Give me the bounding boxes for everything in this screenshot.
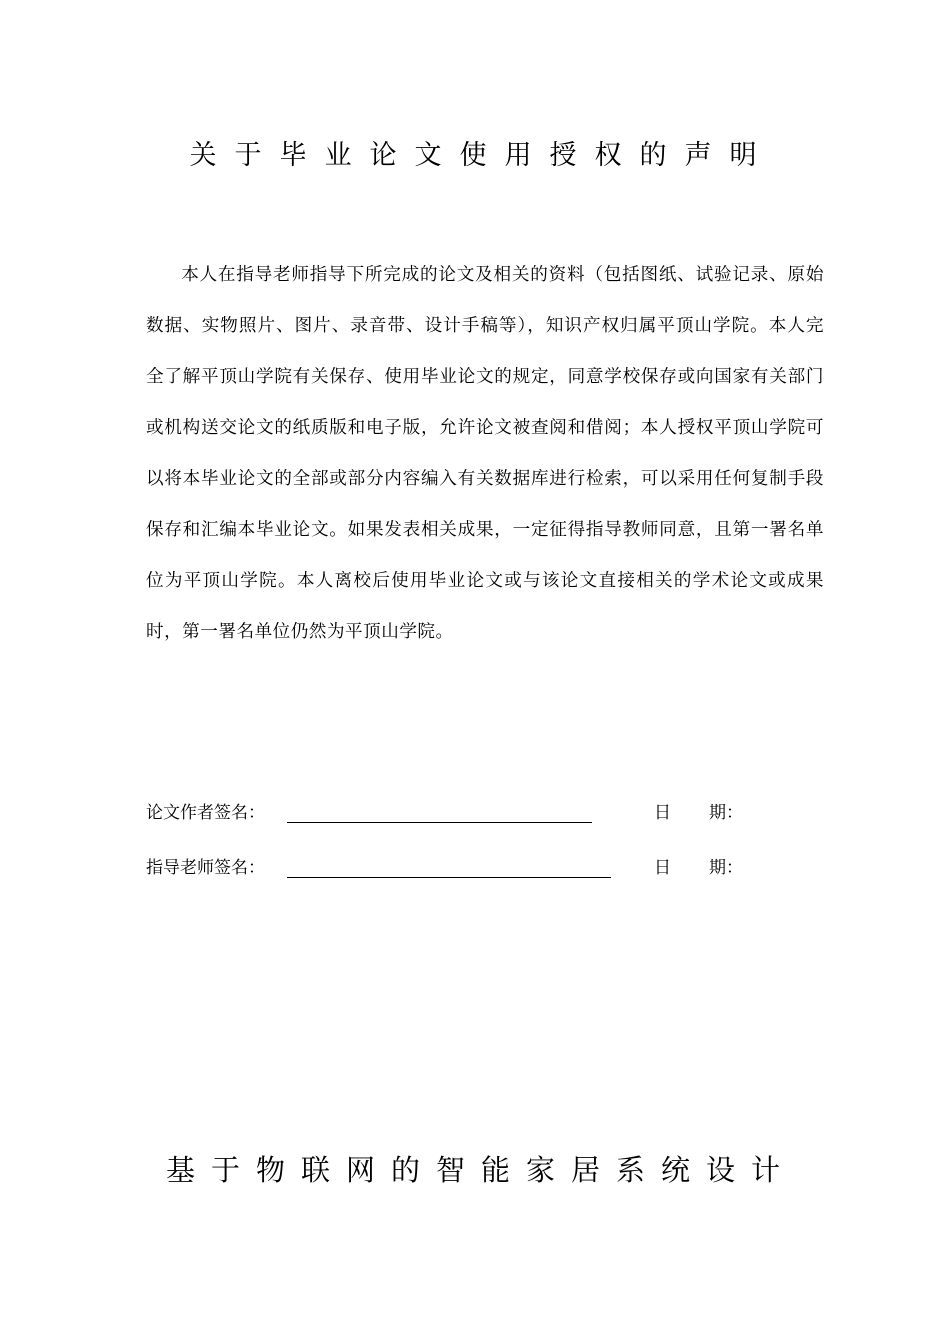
advisor-date-label (654, 853, 743, 883)
advisor-signature-line (287, 877, 611, 878)
declaration-title: 关于毕业论文使用授权的声明 (189, 140, 775, 171)
date-label-char: 期： (709, 858, 743, 878)
declaration-body: 本人在指导老师指导下所完成的论文及相关的资料（包括图纸、试验记录、原始数据、实物照片、图片、录音带、设计手稿等），知识产权归属平顶山学院。本人完全了解平顶山学院有关保存、使用毕业论文的规定，同意学校保存或向国家有关部门或机构送交论文的纸质版和电子版，允许论文被查阅和借阅；本人授权平顶山学院可以将本毕业论文的全部或部分内容编入有关数据库进行检索，可以采用任何复制手段保存和汇编本毕业论文。如果发表相关成果，一定征得指导教师同意，且第一署名单位为平顶山学院。本人离校后使用毕业论文或与该论文直接相关的学术论文或成果时，第一署名单位仍然为平顶山学院。 (146, 265, 824, 642)
thesis-title: 基于物联网的智能家居系统设计 (165, 1153, 796, 1187)
author-date-label (654, 798, 743, 828)
date-label-char: 日 (654, 803, 671, 823)
advisor-signature-label: 指导老师签名： (146, 858, 265, 878)
date-label-char: 日 (654, 858, 671, 878)
date-label-char: 期： (709, 803, 743, 823)
author-signature-line (287, 822, 592, 823)
author-signature-label: 论文作者签名： (146, 803, 265, 823)
